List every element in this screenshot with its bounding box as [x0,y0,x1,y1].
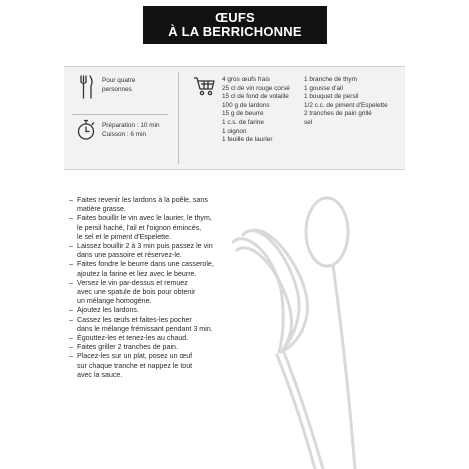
recipe-title-line-2: À LA BERRICHONNE [168,24,302,39]
step-bullet: – [69,242,73,251]
stopwatch-icon [76,119,96,141]
servings-text [102,77,135,94]
step-bullet: – [69,306,73,315]
step-text: un mélange homogène. [77,297,152,306]
servings-line: Pour quatre [102,77,136,84]
step-text: Placez-les sur un plat, posez un œuf [77,352,193,361]
spoon-bowl-icon [306,198,348,266]
recipe-title-line-1: ŒUFS [215,10,255,25]
ingredient: 4 gros œufs frais [222,76,270,83]
step-bullet: – [69,315,73,324]
ingredient: 1 oignon [222,127,247,135]
step-text: Égouttez-les et tenez-les au chaud. [77,334,189,343]
ingredient: 100 g de lardons [222,101,270,109]
step-text: matière grasse. [77,205,126,214]
step-bullet: – [69,334,73,343]
ingredient: 2 tranches de pain grillé [304,110,372,118]
ingredient: sel [304,118,313,126]
step-text: le sel et le piment d'Espelette. [77,232,172,241]
step-bullet: – [69,260,73,269]
ingredient: 1 feuille de laurier [222,136,273,144]
ingredients-column-1 [222,76,290,145]
ingredients-column-2 [304,76,388,128]
step-text: avec une spatule de bois pour obtenir [77,288,196,297]
step-text: dans une passoire et réservez-le. [77,251,182,260]
cook-time: Cuisson : 6 min [102,130,147,138]
step-text: sur chaque tranche et nappez le tout [77,361,193,370]
row-divider [72,114,168,115]
column-divider [178,72,179,164]
ingredient: 25 cl de vin rouge corsé [222,84,290,92]
fork-knife-icon [76,74,96,100]
spoon-handle-icon [333,265,355,469]
prep-time: Préparation : 10 min [102,122,160,129]
ingredient: 15 cl de fond de volaille [222,93,289,101]
step-bullet: – [69,352,73,361]
servings-line: personnes [102,85,132,93]
recipe-info-box [64,66,405,170]
step-text: avec la sauce. [77,370,123,379]
step-text: Cassez les œufs et faites-les pocher [77,315,192,324]
ingredient: 1 gousse d'ail [304,84,343,92]
step-bullet: – [69,214,73,223]
whisk-icon [233,230,323,469]
step-text: dans le mélange frémissant pendant 3 min. [77,324,213,333]
step-text: Faites bouillir le vin avec le laurier, le thym, [77,214,212,223]
step-bullet: – [69,343,73,352]
step-text: Ajoutez les lardons. [77,306,139,315]
ingredient: 1 bouquet de persil [304,93,359,101]
step-text: Laissez bouillir 2 à 3 min puis passez le vin [77,242,213,251]
step-text: ajoutez la farine et liez avec le beurre. [77,269,197,278]
shopping-cart-icon [192,75,216,97]
ingredient: 15 g de beurre [222,110,264,118]
step-bullet: – [69,196,73,204]
ingredient: 1 branche de thym [304,76,357,83]
step-text: Faites fondre le beurre dans une casserole, [77,260,214,269]
step-text: Versez le vin par-dessus et remuez [77,278,188,287]
step-bullet: – [69,278,73,287]
whisk-and-spoon-illustration [215,190,390,469]
step-text: Faites griller 2 tranches de pain. [77,343,178,352]
recipe-title-banner [143,6,327,44]
ingredient: 1/2 c.c. de piment d'Espelette [304,101,388,109]
timing-text [102,122,160,139]
step-text: le persil haché, l'ail et l'oignon émincés, [77,223,202,232]
ingredient: 1 c.s. de farine [222,118,264,126]
step-text: Faites revenir les lardons à la poêle, sans [77,196,208,204]
